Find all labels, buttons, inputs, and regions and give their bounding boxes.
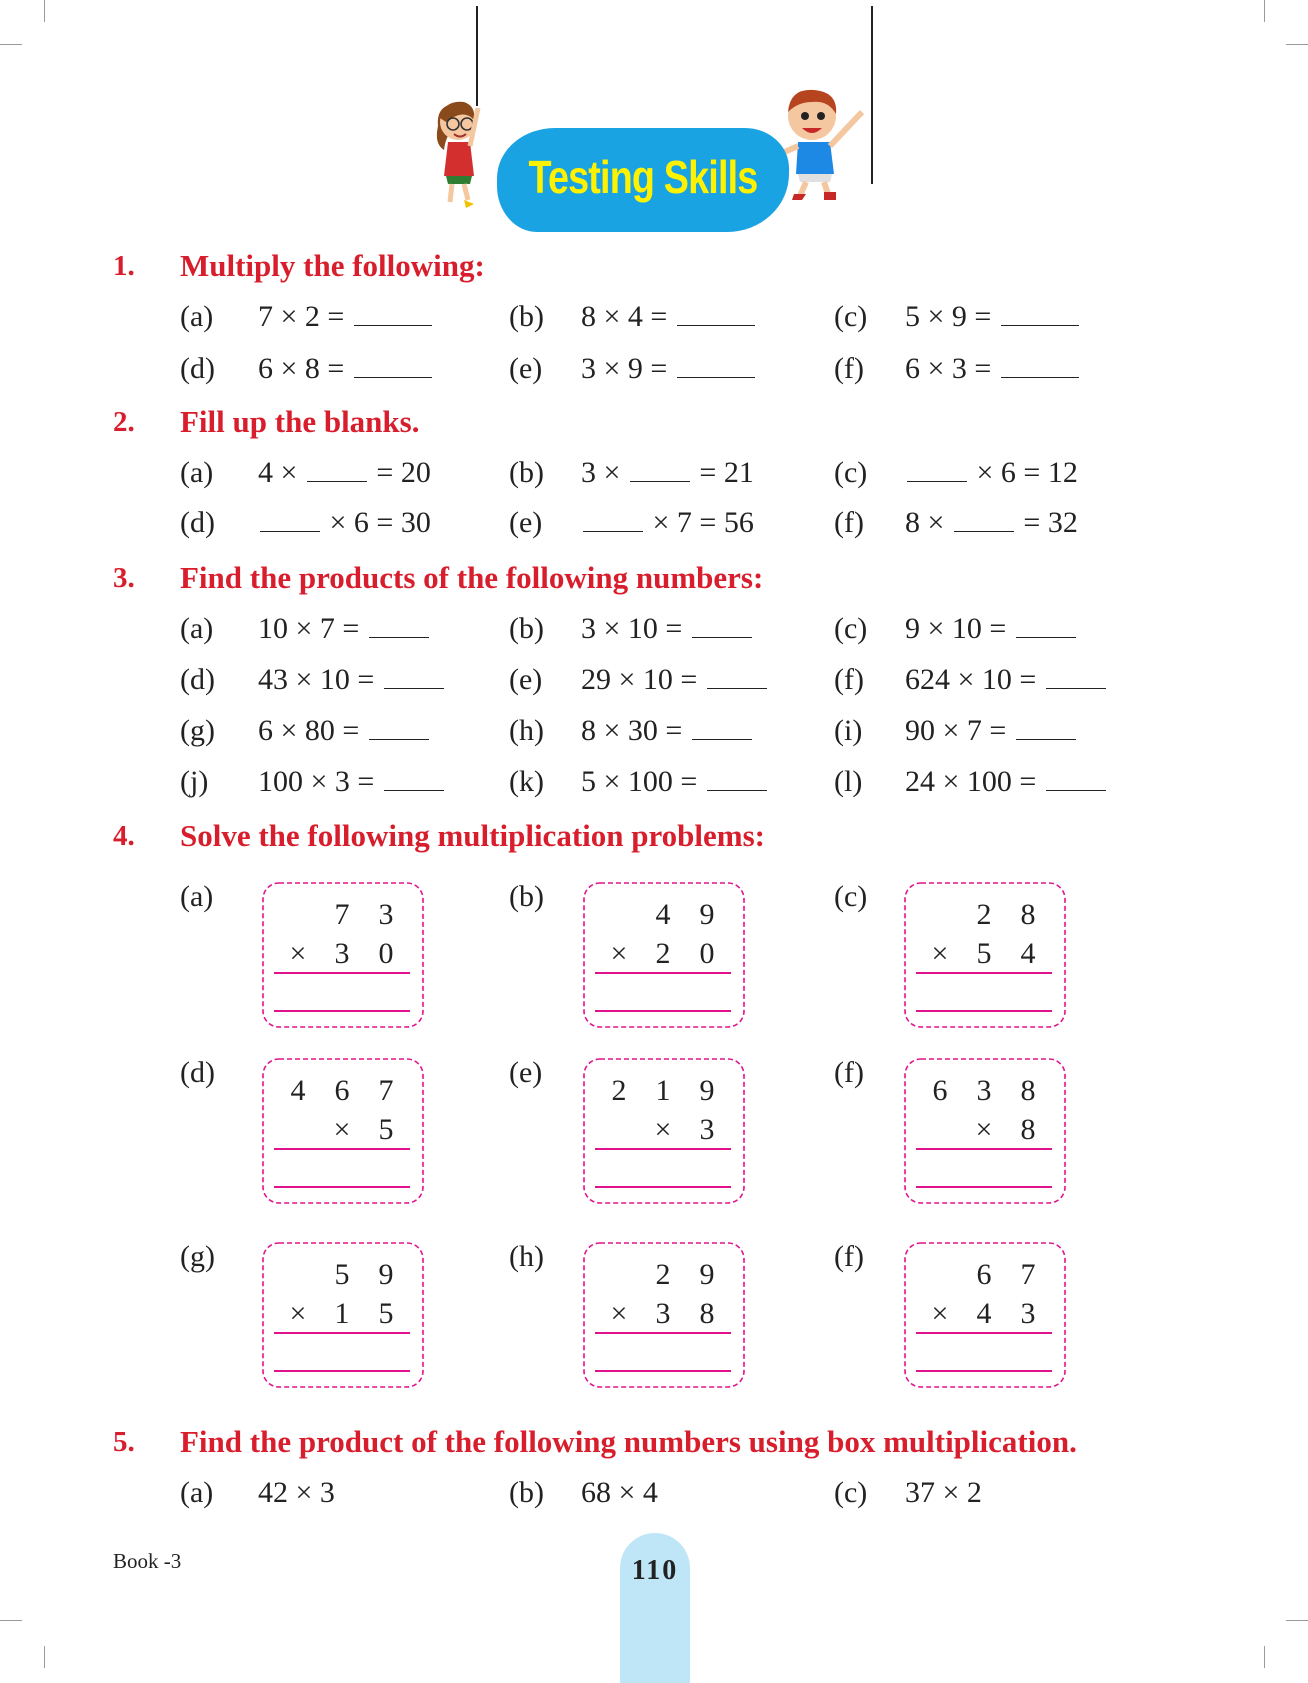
answer-line[interactable] xyxy=(595,972,731,974)
expression-text: 90 × 7 = xyxy=(905,714,1007,747)
item-label: (d) xyxy=(180,663,215,696)
multiplication-box xyxy=(902,1240,1068,1390)
answer-line[interactable] xyxy=(916,1370,1052,1372)
question-title: Fill up the blanks. xyxy=(180,404,420,439)
expression-suffix: × 6 = 30 xyxy=(329,506,431,539)
answer-blank[interactable] xyxy=(384,664,444,689)
product-expression xyxy=(581,765,769,799)
multiplication-box xyxy=(902,1056,1068,1206)
answer-blank[interactable] xyxy=(1001,353,1079,378)
multiplication-box xyxy=(260,1240,426,1390)
digit: 8 xyxy=(1020,898,1036,931)
expression-text: 5 × 100 = xyxy=(581,765,698,798)
expression-text: 10 × 7 = xyxy=(258,612,360,645)
expression-text: 3 × 10 = xyxy=(581,612,683,645)
digit: 7 xyxy=(1020,1258,1036,1291)
question-title: Find the product of the following numbers using box multiplication. xyxy=(180,1424,1077,1459)
multiplication-box xyxy=(581,1056,747,1206)
expression-suffix: × 7 = 56 xyxy=(652,506,754,539)
item-label: (c) xyxy=(834,1476,868,1509)
answer-line[interactable] xyxy=(916,1010,1052,1012)
product-expression xyxy=(581,663,769,697)
crop-mark xyxy=(44,1646,45,1668)
item-label: (b) xyxy=(509,880,544,913)
digit: × xyxy=(333,1113,351,1146)
item-label: (e) xyxy=(509,352,543,385)
answer-line[interactable] xyxy=(274,1370,410,1372)
expression-text: 6 × 8 = xyxy=(258,352,345,385)
product-expression xyxy=(258,765,446,799)
digit: 2 xyxy=(611,1074,627,1107)
question-title: Solve the following multiplication problems: xyxy=(180,818,766,853)
multiply-expression xyxy=(581,352,757,386)
item-label: (d) xyxy=(180,352,215,385)
answer-blank[interactable] xyxy=(630,457,690,482)
book-label: Book -3 xyxy=(113,1549,182,1573)
answer-blank[interactable] xyxy=(369,715,429,740)
expression-text: 6 × 80 = xyxy=(258,714,360,747)
expression-suffix: = 21 xyxy=(699,456,754,489)
fill-blank-expression xyxy=(581,506,754,540)
item-label: (c) xyxy=(834,880,868,913)
expression-text: 6 × 3 = xyxy=(905,352,992,385)
expression-text: 8 × 30 = xyxy=(581,714,683,747)
item-label: (d) xyxy=(180,1056,215,1089)
answer-line[interactable] xyxy=(595,1010,731,1012)
digit: 6 xyxy=(334,1074,350,1107)
digit: 9 xyxy=(699,1258,715,1291)
digit: × xyxy=(931,937,949,970)
item-label: (b) xyxy=(509,1476,544,1509)
crop-mark xyxy=(1264,0,1265,22)
page-number: 110 xyxy=(631,1555,679,1586)
answer-line[interactable] xyxy=(274,972,410,974)
title-banner xyxy=(497,128,789,232)
expression-text: 24 × 100 = xyxy=(905,765,1037,798)
answer-blank[interactable] xyxy=(354,353,432,378)
digit: 7 xyxy=(378,1074,394,1107)
item-label: (h) xyxy=(509,714,544,747)
expression-text: 43 × 10 = xyxy=(258,663,375,696)
digit: 4 xyxy=(976,1297,992,1330)
expression-prefix: 8 × xyxy=(905,506,945,539)
fill-blank-expression xyxy=(905,506,1078,540)
digit: 4 xyxy=(1020,937,1036,970)
item-label: (f) xyxy=(834,663,864,696)
item-label: (e) xyxy=(509,663,543,696)
multiplication-box xyxy=(902,880,1068,1030)
multiplication-box xyxy=(581,880,747,1030)
product-expression xyxy=(258,612,431,646)
rope-right xyxy=(871,6,873,184)
item-label: (c) xyxy=(834,456,868,489)
crop-mark xyxy=(1286,1620,1308,1621)
multiplication-box xyxy=(260,880,426,1030)
item-label: (c) xyxy=(834,300,868,333)
item-label: (a) xyxy=(180,456,214,489)
answer-blank[interactable] xyxy=(354,301,432,326)
digit: 3 xyxy=(976,1074,992,1107)
question-number: 4. xyxy=(113,820,135,852)
digit: 3 xyxy=(655,1297,671,1330)
answer-blank[interactable] xyxy=(707,766,767,791)
question-number: 1. xyxy=(113,250,135,282)
digit: 6 xyxy=(932,1074,948,1107)
digit: 1 xyxy=(334,1297,350,1330)
digit: 9 xyxy=(378,1258,394,1291)
item-label: (g) xyxy=(180,1240,215,1273)
item-label: (h) xyxy=(509,1240,544,1273)
answer-blank[interactable] xyxy=(1016,715,1076,740)
answer-blank[interactable] xyxy=(692,613,752,638)
digit: 6 xyxy=(976,1258,992,1291)
item-label: (e) xyxy=(509,1056,543,1089)
multiply-expression xyxy=(581,300,757,334)
answer-blank[interactable] xyxy=(677,301,755,326)
item-label: (e) xyxy=(509,506,543,539)
item-label: (a) xyxy=(180,880,214,913)
answer-blank[interactable] xyxy=(369,613,429,638)
expression-text: 3 × 9 = xyxy=(581,352,668,385)
item-label: (g) xyxy=(180,714,215,747)
multiply-expression xyxy=(258,300,434,334)
crop-mark xyxy=(1286,44,1308,45)
digit: 4 xyxy=(655,898,671,931)
rope-left xyxy=(476,6,478,106)
digit: × xyxy=(610,937,628,970)
item-label: (a) xyxy=(180,300,214,333)
answer-line[interactable] xyxy=(916,1332,1052,1334)
expression-text: 7 × 2 = xyxy=(258,300,345,333)
digit: 9 xyxy=(699,898,715,931)
product-expression xyxy=(581,612,754,646)
product-expression xyxy=(905,612,1078,646)
expression-text: 624 × 10 = xyxy=(905,663,1037,696)
digit: × xyxy=(654,1113,672,1146)
fill-blank-expression xyxy=(258,456,431,490)
page-title: Testing Skills xyxy=(528,151,758,203)
expression-text: 5 × 9 = xyxy=(905,300,992,333)
answer-blank[interactable] xyxy=(260,507,320,532)
product-expression xyxy=(905,714,1078,748)
item-label: (b) xyxy=(509,300,544,333)
digit: 7 xyxy=(334,898,350,931)
digit: 8 xyxy=(1020,1113,1036,1146)
item-label: (l) xyxy=(834,765,863,798)
digit: 0 xyxy=(699,937,715,970)
item-label: (f) xyxy=(834,506,864,539)
digit: 3 xyxy=(1020,1297,1036,1330)
item-label: (f) xyxy=(834,352,864,385)
product-expression xyxy=(905,765,1108,799)
crop-mark xyxy=(0,44,22,45)
digit: 8 xyxy=(1020,1074,1036,1107)
answer-line[interactable] xyxy=(595,1186,731,1188)
answer-line[interactable] xyxy=(274,1332,410,1334)
box-multiplication-expression: 42 × 3 xyxy=(258,1476,335,1509)
digit: × xyxy=(931,1297,949,1330)
girl-illustration-icon xyxy=(424,92,504,212)
digit: 9 xyxy=(699,1074,715,1107)
fill-blank-expression xyxy=(258,506,431,540)
product-expression xyxy=(581,714,754,748)
answer-blank[interactable] xyxy=(1046,766,1106,791)
answer-blank[interactable] xyxy=(692,715,752,740)
item-label: (f) xyxy=(834,1056,864,1089)
expression-text: 8 × 4 = xyxy=(581,300,668,333)
expression-text: 29 × 10 = xyxy=(581,663,698,696)
answer-blank[interactable] xyxy=(384,766,444,791)
expression-text: 9 × 10 = xyxy=(905,612,1007,645)
item-label: (a) xyxy=(180,612,214,645)
digit: 3 xyxy=(378,898,394,931)
item-label: (j) xyxy=(180,765,209,798)
product-expression xyxy=(905,663,1108,697)
product-expression xyxy=(258,663,446,697)
crop-mark xyxy=(44,0,45,22)
item-label: (a) xyxy=(180,1476,214,1509)
answer-blank[interactable] xyxy=(677,353,755,378)
answer-line[interactable] xyxy=(274,1148,410,1150)
question-title: Multiply the following: xyxy=(180,248,485,283)
answer-blank[interactable] xyxy=(954,507,1014,532)
digit: 8 xyxy=(699,1297,715,1330)
answer-line[interactable] xyxy=(916,972,1052,974)
multiply-expression xyxy=(905,352,1081,386)
answer-blank[interactable] xyxy=(1016,613,1076,638)
digit: 0 xyxy=(378,937,394,970)
item-label: (d) xyxy=(180,506,215,539)
answer-line[interactable] xyxy=(595,1370,731,1372)
digit: 2 xyxy=(655,1258,671,1291)
digit: 5 xyxy=(334,1258,350,1291)
answer-line[interactable] xyxy=(595,1148,731,1150)
digit: 5 xyxy=(976,937,992,970)
item-label: (f) xyxy=(834,1240,864,1273)
answer-blank[interactable] xyxy=(307,457,367,482)
expression-suffix: = 32 xyxy=(1023,506,1078,539)
digit: × xyxy=(975,1113,993,1146)
question-number: 3. xyxy=(113,562,135,594)
item-label: (k) xyxy=(509,765,544,798)
answer-line[interactable] xyxy=(916,1186,1052,1188)
answer-line[interactable] xyxy=(595,1332,731,1334)
digit: 2 xyxy=(655,937,671,970)
answer-blank[interactable] xyxy=(907,457,967,482)
crop-mark xyxy=(1264,1646,1265,1668)
digit: 4 xyxy=(290,1074,306,1107)
product-expression xyxy=(258,714,431,748)
question-number: 5. xyxy=(113,1426,135,1458)
digit: 3 xyxy=(699,1113,715,1146)
answer-blank[interactable] xyxy=(1001,301,1079,326)
expression-prefix: 4 × xyxy=(258,456,298,489)
question-title: Find the products of the following numbers: xyxy=(180,560,764,595)
item-label: (b) xyxy=(509,612,544,645)
expression-prefix: 3 × xyxy=(581,456,621,489)
digit: × xyxy=(289,1297,307,1330)
digit: × xyxy=(610,1297,628,1330)
expression-suffix: = 20 xyxy=(376,456,431,489)
box-multiplication-expression: 37 × 2 xyxy=(905,1476,982,1509)
answer-line[interactable] xyxy=(274,1186,410,1188)
digit: 1 xyxy=(655,1074,671,1107)
item-label: (i) xyxy=(834,714,863,747)
box-multiplication-expression: 68 × 4 xyxy=(581,1476,658,1509)
multiply-expression xyxy=(258,352,434,386)
answer-line[interactable] xyxy=(274,1010,410,1012)
fill-blank-expression xyxy=(905,456,1078,490)
expression-suffix: × 6 = 12 xyxy=(976,456,1078,489)
expression-text: 100 × 3 = xyxy=(258,765,375,798)
page-number-tab xyxy=(620,1533,690,1683)
digit: 3 xyxy=(334,937,350,970)
answer-line[interactable] xyxy=(916,1148,1052,1150)
multiplication-box xyxy=(260,1056,426,1206)
crop-mark xyxy=(0,1620,22,1621)
digit: 2 xyxy=(976,898,992,931)
multiply-expression xyxy=(905,300,1081,334)
answer-blank[interactable] xyxy=(707,664,767,689)
digit: 5 xyxy=(378,1113,394,1146)
digit: 5 xyxy=(378,1297,394,1330)
question-number: 2. xyxy=(113,406,135,438)
answer-blank[interactable] xyxy=(583,507,643,532)
multiplication-box xyxy=(581,1240,747,1390)
item-label: (b) xyxy=(509,456,544,489)
digit: × xyxy=(289,937,307,970)
answer-blank[interactable] xyxy=(1046,664,1106,689)
fill-blank-expression xyxy=(581,456,754,490)
item-label: (c) xyxy=(834,612,868,645)
